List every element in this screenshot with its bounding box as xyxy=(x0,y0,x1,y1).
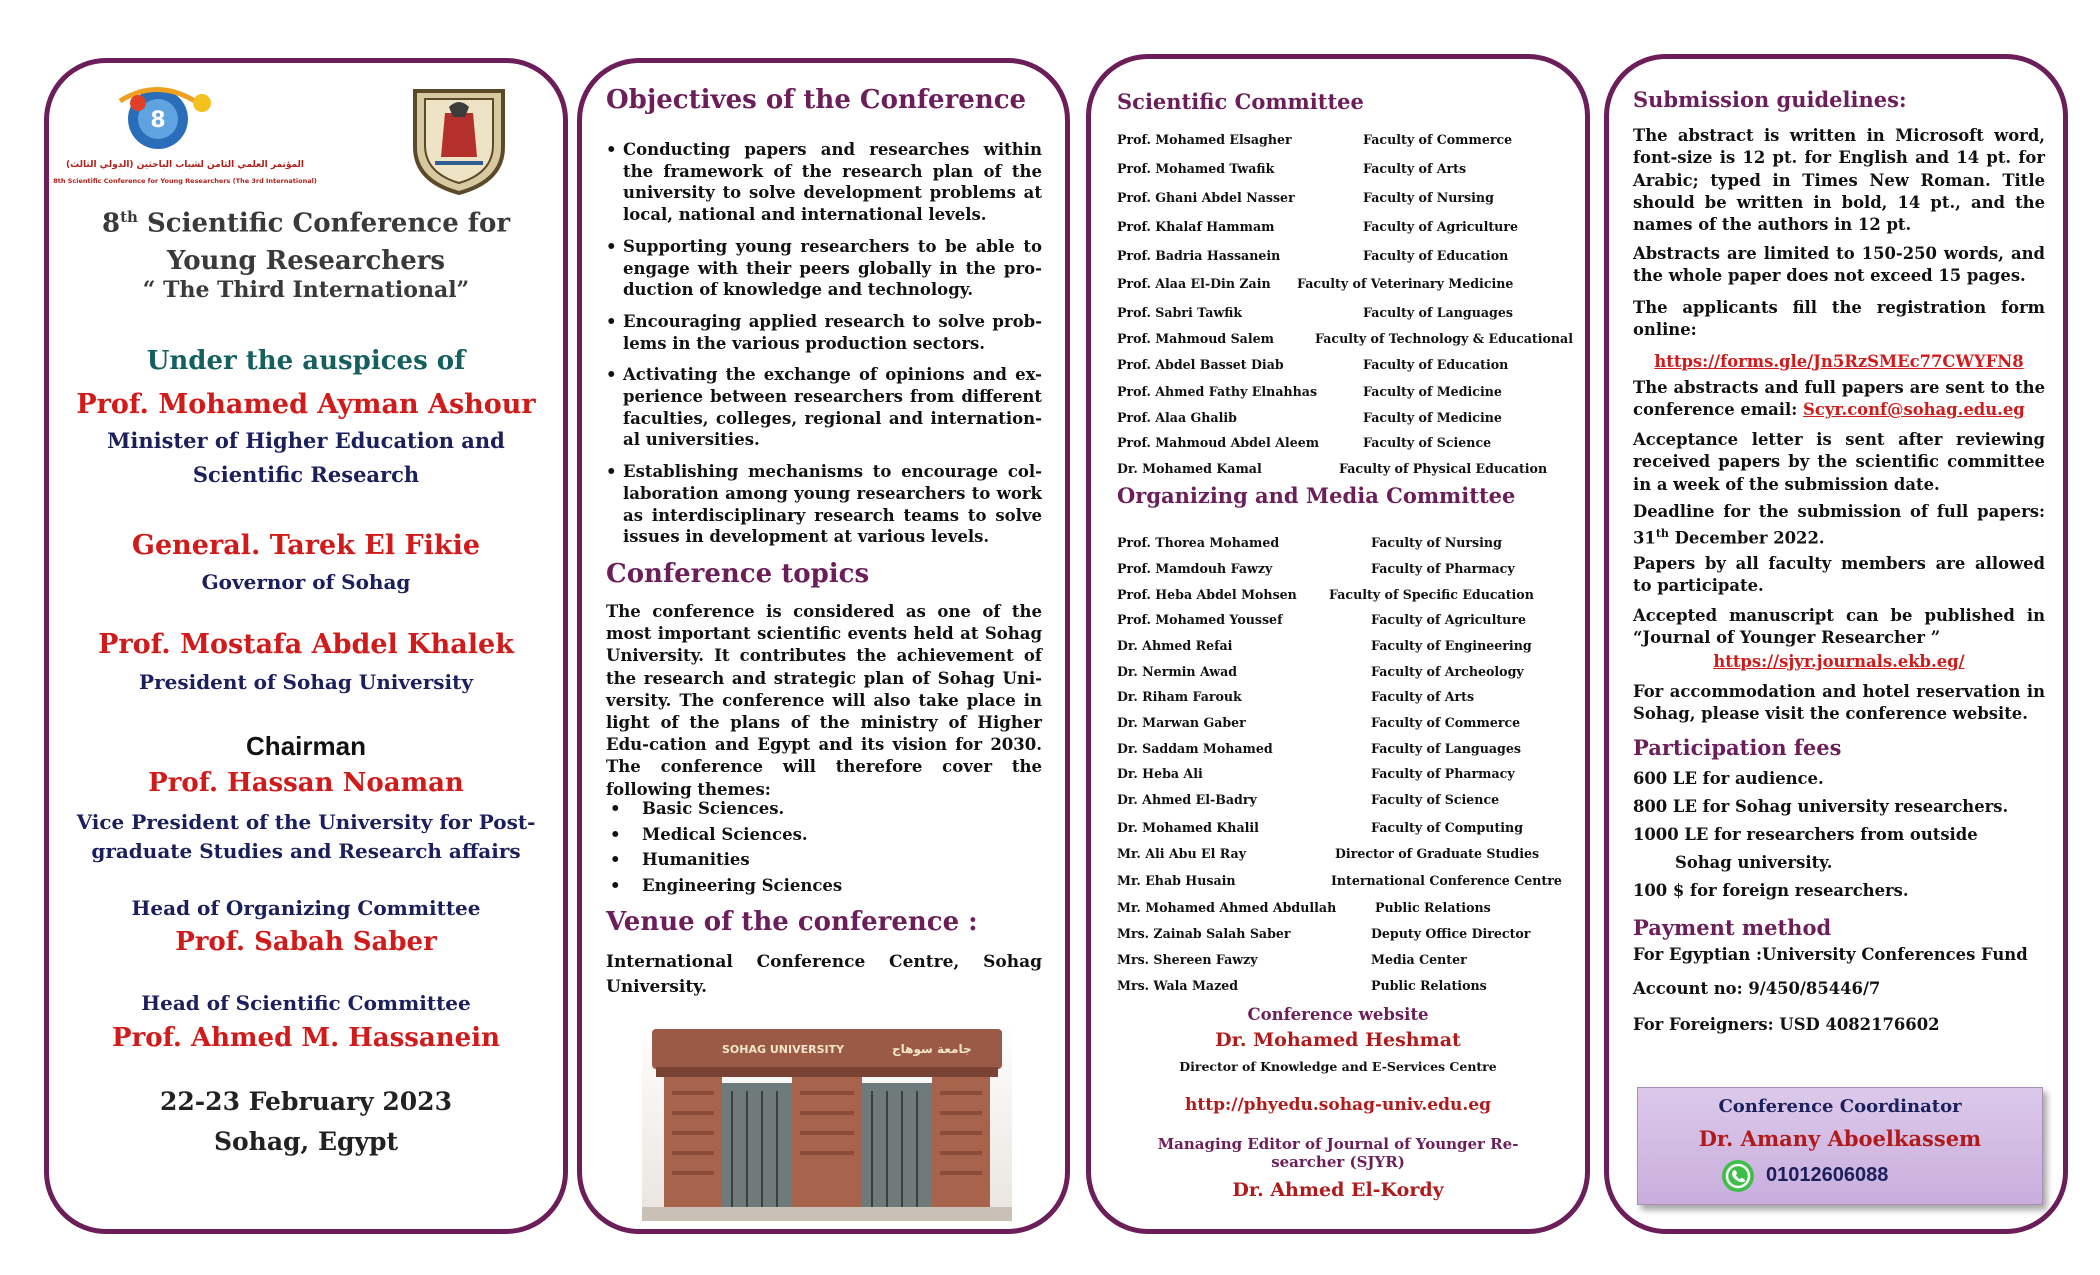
committee-member-faculty: Director of Graduate Studies xyxy=(1335,846,1540,861)
website-person-name: Dr. Mohamed Heshmat xyxy=(1215,1029,1461,1051)
conference-logo xyxy=(53,81,317,189)
guideline-deadline: Deadline for the submission of full papers: 31th December 2022. xyxy=(1633,502,2045,548)
committee-member-faculty: Faculty of Pharmacy xyxy=(1371,766,1515,781)
conference-email-link[interactable]: Scyr.conf@sohag.edu.eg xyxy=(1803,400,2025,420)
fee-item: 1000 LE for researchers from outside xyxy=(1633,825,1978,844)
topics-heading: Conference topics xyxy=(606,559,870,589)
theme-item: • Basic Sciences. xyxy=(606,799,842,825)
sohag-university-seal xyxy=(405,77,513,197)
committee-member-faculty: Faculty of Science xyxy=(1371,792,1500,807)
objectives-heading: Objectives of the Conference xyxy=(606,85,1027,115)
committee-member-name: Prof. Thorea Mohamed xyxy=(1117,535,1280,550)
committee-member-faculty: Faculty of Medicine xyxy=(1363,384,1502,399)
fee-item-continued: Sohag university. xyxy=(1675,853,1833,872)
panel-conference-info xyxy=(44,58,568,1234)
committee-member-name: Prof. Mahmoud Abdel Aleem xyxy=(1117,435,1320,450)
patron-president-role: President of Sohag University xyxy=(139,670,473,694)
patron-governor-name: General. Tarek El Fikie xyxy=(131,530,481,561)
objective-item: • Encouraging applied research to solve prob-lems in the various production sectors. xyxy=(606,311,1042,354)
svg-text:8th Scientific Conference for: 8th Scientific Conference for Young Researchers (The 3rd International) xyxy=(53,177,317,185)
fee-item: 600 LE for audience. xyxy=(1633,769,1824,788)
website-label: Conference website xyxy=(1247,1005,1429,1024)
scientific-head-label: Head of Scientific Committee xyxy=(141,991,471,1015)
guideline-faculty: Papers by all faculty members are allowed to participate. xyxy=(1633,554,2045,596)
committee-member-name: Dr. Nermin Awad xyxy=(1117,664,1238,679)
guideline-email: The abstracts and full papers are sent to the conference email: Scyr.conf@sohag.edu.eg xyxy=(1633,378,2045,420)
fee-item: 100 $ for foreign researchers. xyxy=(1633,881,1909,900)
committee-member-name: Mrs. Shereen Fawzy xyxy=(1117,952,1258,967)
university-gate-photo xyxy=(642,1021,1012,1221)
committee-member-faculty: Faculty of Arts xyxy=(1371,689,1475,704)
committee-member-name: Dr. Saddam Mohamed xyxy=(1117,741,1273,756)
guideline-accommodation: For accommodation and hotel reservation in Sohag, please visit the conference website. xyxy=(1633,682,2045,724)
fees-heading: Participation fees xyxy=(1633,735,1842,760)
committee-member-name: Prof. Badria Hassanein xyxy=(1117,248,1281,263)
scientific-committee-heading: Scientific Committee xyxy=(1117,89,1364,114)
committee-member-name: Prof. Ahmed Fathy Elnahhas xyxy=(1117,384,1318,399)
committee-member-faculty: Faculty of Science xyxy=(1363,435,1492,450)
organizing-head-name: Prof. Sabah Saber xyxy=(175,927,437,957)
guidelines-heading: Submission guidelines: xyxy=(1633,87,1907,112)
committee-member-name: Dr. Heba Ali xyxy=(1117,766,1203,781)
committee-member-name: Prof. Mahmoud Salem xyxy=(1117,331,1274,346)
website-url[interactable]: http://phyedu.sohag-univ.edu.eg xyxy=(1185,1095,1491,1115)
auspices-heading: Under the auspices of xyxy=(146,346,466,376)
chairman-role: Vice President of the University for Post- graduate Studies and Research affairs xyxy=(76,810,536,863)
objective-item: • Supporting young researchers to be able to engage with their peers globally in the pro-duction of knowledge and technology. xyxy=(606,236,1042,301)
website-person-role: Director of Knowledge and E-Services Centre xyxy=(1179,1059,1497,1074)
committee-member-faculty: Faculty of Languages xyxy=(1371,741,1521,756)
editor-name: Dr. Ahmed El-Kordy xyxy=(1232,1179,1444,1201)
payment-account: Account no: 9/450/85446/7 xyxy=(1633,979,1881,998)
chairman-heading: Chairman xyxy=(246,731,366,761)
coordinator-box xyxy=(1637,1087,2043,1205)
committee-member-name: Prof. Alaa El-Din Zain xyxy=(1117,276,1271,291)
svg-text:SOHAG UNIVERSITY: SOHAG UNIVERSITY xyxy=(722,1043,845,1056)
committee-member-name: Mrs. Wala Mazed xyxy=(1117,978,1239,993)
committee-member-faculty: Faculty of Engineering xyxy=(1371,638,1532,653)
objectives-list xyxy=(606,139,1042,558)
conference-date: 22-23 February 2023 xyxy=(160,1087,452,1116)
venue-text: International Conference Centre, Sohag University. xyxy=(606,952,1042,997)
patron-governor-role: Governor of Sohag xyxy=(201,570,411,594)
committee-member-faculty: Faculty of Physical Education xyxy=(1339,461,1548,476)
svg-text:جامعة سوهاج: جامعة سوهاج xyxy=(892,1042,972,1056)
committee-member-name: Prof. Mohamed Twafik xyxy=(1117,161,1275,176)
committee-member-faculty: Deputy Office Director xyxy=(1371,926,1531,941)
patron-minister-role: Minister of Higher Education and Scientific Research xyxy=(107,428,505,487)
objective-item: • Establishing mechanisms to encourage col-laboration among young researchers to work as interdisciplinary research teams to solve issues in development at various levels. xyxy=(606,461,1042,548)
guideline-length: Abstracts are limited to 150-250 words, and the whole paper does not exceed 15 pages. xyxy=(1633,244,2045,286)
committee-member-faculty: Faculty of Specific Education xyxy=(1329,587,1534,602)
panel-submission xyxy=(1604,54,2068,1234)
themes-list xyxy=(606,799,842,901)
committee-member-name: Dr. Marwan Gaber xyxy=(1117,715,1246,730)
guideline-publication: Accepted manuscript can be published in “Journal of Younger Researcher ” xyxy=(1633,606,2045,648)
svg-text:8: 8 xyxy=(150,108,166,133)
committee-member-faculty: Faculty of Nursing xyxy=(1363,190,1494,205)
panel-committees xyxy=(1086,54,1590,1234)
committee-member-name: Dr. Mohamed Khalil xyxy=(1117,820,1259,835)
svg-text:المؤتمر العلمي الثامن لشباب ال: المؤتمر العلمي الثامن لشباب الباحثين (الدولي الثالث) xyxy=(66,160,304,170)
committee-member-faculty: Faculty of Languages xyxy=(1363,305,1513,320)
committee-member-faculty: Faculty of Arts xyxy=(1363,161,1467,176)
committee-member-name: Prof. Mohamed Youssef xyxy=(1117,612,1283,627)
payment-egyptian: For Egyptian :University Conferences Fund xyxy=(1633,945,2028,964)
committee-member-faculty: Faculty of Pharmacy xyxy=(1371,561,1515,576)
committee-member-faculty: Faculty of Computing xyxy=(1371,820,1524,835)
committee-member-faculty: Faculty of Agriculture xyxy=(1363,219,1518,234)
committee-member-faculty: Faculty of Nursing xyxy=(1371,535,1502,550)
committee-member-faculty: Faculty of Medicine xyxy=(1363,410,1502,425)
committee-member-name: Prof. Mamdouh Fawzy xyxy=(1117,561,1273,576)
committee-member-faculty: Faculty of Agriculture xyxy=(1371,612,1526,627)
committee-member-name: Prof. Abdel Basset Diab xyxy=(1117,357,1284,372)
patron-minister-name: Prof. Mohamed Ayman Ashour xyxy=(76,389,536,420)
guideline-format: The abstract is written in Microsoft word, font-size is 12 pt. for English and 14 pt. for Arabic; typed in Times New Roman. Title should be written in bold, 14 pt., and the names of the authors in 12 pt. xyxy=(1633,126,2045,235)
topics-paragraph: The conference is considered as one of the most important scientific events held at Sohag University. It contributes the achievement of the research and strategic plan of Sohag Uni-versity. The conference will also take place in light of the plans of the ministry of Higher Edu-cation and Egypt and its vision for 2030. The conference will therefore cover the following themes: xyxy=(606,602,1042,799)
guideline-acceptance: Acceptance letter is sent after reviewing received papers by the scientific committee in a week of the submission date. xyxy=(1633,430,2045,494)
fee-item: 800 LE for Sohag university researchers. xyxy=(1633,797,2009,816)
whatsapp-icon xyxy=(1720,1158,1756,1194)
organizing-committee-heading: Organizing and Media Committee xyxy=(1117,483,1516,508)
coordinator-phone[interactable]: 01012606088 xyxy=(1766,1164,1889,1186)
organizing-head-label: Head of Organizing Committee xyxy=(131,896,481,920)
committee-member-faculty: Faculty of Commerce xyxy=(1363,132,1513,147)
editor-label: Managing Editor of Journal of Younger Re- searcher (SJYR) xyxy=(1157,1135,1519,1171)
committee-member-name: Dr. Riham Farouk xyxy=(1117,689,1242,704)
scientific-head-name: Prof. Ahmed M. Hassanein xyxy=(112,1023,500,1053)
committee-member-name: Prof. Heba Abdel Mohsen xyxy=(1117,587,1297,602)
committee-member-name: Prof. Ghani Abdel Nasser xyxy=(1117,190,1295,205)
committee-member-name: Mrs. Zainab Salah Saber xyxy=(1117,926,1291,941)
committee-member-name: Mr. Mohamed Ahmed Abdullah xyxy=(1117,900,1337,915)
payment-foreigners: For Foreigners: USD 4082176602 xyxy=(1633,1015,1940,1034)
theme-item: • Medical Sciences. xyxy=(606,825,842,851)
theme-item: • Engineering Sciences xyxy=(606,876,842,902)
committee-member-name: Mr. Ali Abu El Ray xyxy=(1117,846,1247,861)
committee-member-faculty: Faculty of Veterinary Medicine xyxy=(1297,276,1514,291)
committee-member-faculty: Public Relations xyxy=(1371,978,1487,993)
committee-member-name: Prof. Mohamed Elsagher xyxy=(1117,132,1292,147)
committee-member-name: Mr. Ehab Husain xyxy=(1117,873,1236,888)
journal-link[interactable]: https://sjyr.journals.ekb.eg/ xyxy=(1713,652,1965,671)
committee-member-name: Dr. Ahmed Refai xyxy=(1117,638,1233,653)
patron-president-name: Prof. Mostafa Abdel Khalek xyxy=(98,629,514,660)
committee-member-name: Prof. Alaa Ghalib xyxy=(1117,410,1237,425)
objective-item: • Conducting papers and researches within the framework of the research plan of the university to solve development problems at local, national and international levels. xyxy=(606,139,1042,226)
conference-subtitle: “ The Third International” xyxy=(142,277,470,303)
conference-place: Sohag, Egypt xyxy=(213,1127,399,1156)
registration-form-link[interactable]: https://forms.gle/Jn5RzSMEc77CWYFN8 xyxy=(1654,352,2024,371)
theme-item: • Humanities xyxy=(606,850,842,876)
chairman-name: Prof. Hassan Noaman xyxy=(148,768,464,798)
committee-member-name: Dr. Ahmed El-Badry xyxy=(1117,792,1257,807)
committee-member-faculty: Faculty of Education xyxy=(1363,357,1509,372)
committee-member-faculty: Faculty of Commerce xyxy=(1371,715,1521,730)
objective-item: • Activating the exchange of opinions and ex-perience between researchers from different faculties, colleges, regional and internation-al universities. xyxy=(606,364,1042,451)
committee-member-name: Prof. Khalaf Hammam xyxy=(1117,219,1275,234)
committee-member-name: Prof. Sabri Tawfik xyxy=(1117,305,1243,320)
guideline-registration: The applicants fill the registration form online: xyxy=(1633,298,2045,340)
payment-heading: Payment method xyxy=(1633,915,1832,940)
committee-member-faculty: Public Relations xyxy=(1375,900,1491,915)
panel-objectives xyxy=(577,58,1070,1234)
conference-title: 8th Scientific Conference for Young Researchers xyxy=(101,208,511,276)
committee-member-faculty: Faculty of Archeology xyxy=(1371,664,1524,679)
committee-member-name: Dr. Mohamed Kamal xyxy=(1117,461,1262,476)
venue-heading: Venue of the conference : xyxy=(606,907,978,937)
coordinator-name: Dr. Amany Aboelkassem xyxy=(1698,1126,1982,1151)
committee-member-faculty: Faculty of Technology & Educational xyxy=(1315,331,1573,346)
committee-member-faculty: Faculty of Education xyxy=(1363,248,1509,263)
committee-member-faculty: International Conference Centre xyxy=(1331,873,1562,888)
coordinator-label: Conference Coordinator xyxy=(1718,1096,1962,1117)
committee-member-faculty: Media Center xyxy=(1371,952,1467,967)
